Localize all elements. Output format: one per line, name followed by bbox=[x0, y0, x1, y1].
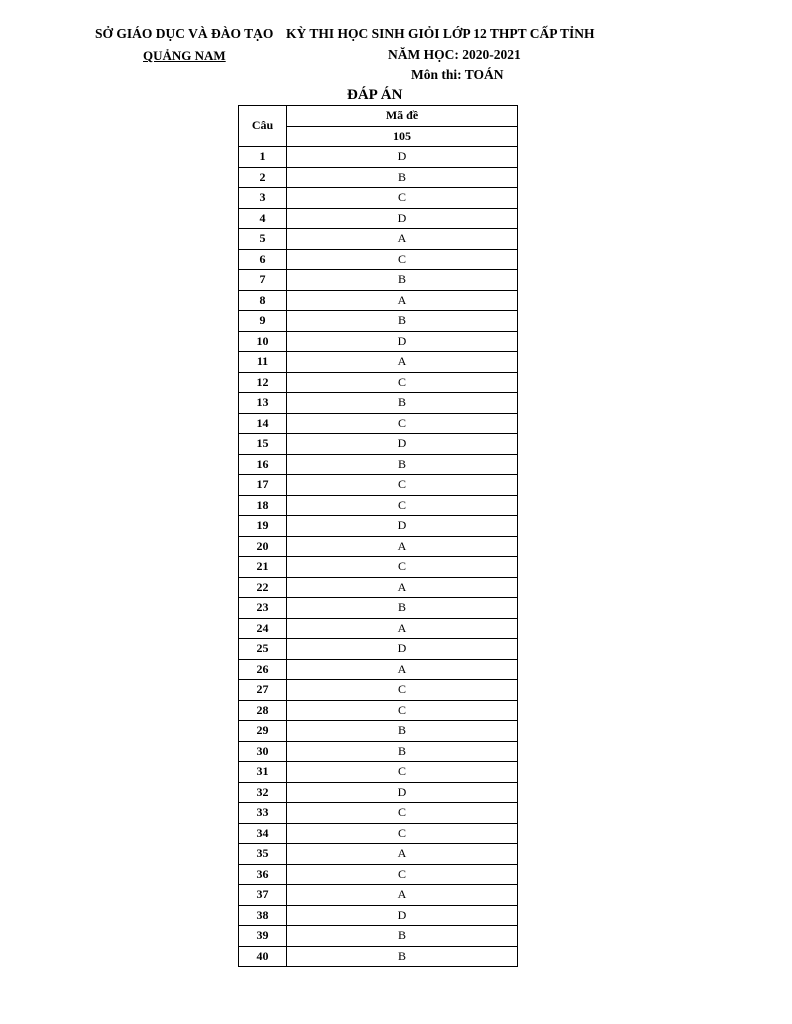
question-number: 5 bbox=[239, 229, 287, 250]
table-row bbox=[239, 475, 518, 496]
answer-letter: D bbox=[287, 516, 518, 537]
answer-letter: B bbox=[287, 167, 518, 188]
table-row bbox=[239, 803, 518, 824]
answer-letter: A bbox=[287, 290, 518, 311]
question-number: 4 bbox=[239, 208, 287, 229]
question-number: 37 bbox=[239, 885, 287, 906]
question-number: 32 bbox=[239, 782, 287, 803]
question-number: 9 bbox=[239, 311, 287, 332]
table-row bbox=[239, 598, 518, 619]
answer-letter: D bbox=[287, 147, 518, 168]
table-row bbox=[239, 823, 518, 844]
question-number: 29 bbox=[239, 721, 287, 742]
answer-letter: C bbox=[287, 680, 518, 701]
answer-letter: A bbox=[287, 885, 518, 906]
question-number: 38 bbox=[239, 905, 287, 926]
answer-letter: A bbox=[287, 536, 518, 557]
exam-code-value: 105 bbox=[287, 126, 518, 147]
answer-letter: C bbox=[287, 762, 518, 783]
table-row bbox=[239, 577, 518, 598]
answer-letter: B bbox=[287, 270, 518, 291]
answer-letter: C bbox=[287, 864, 518, 885]
table-row bbox=[239, 659, 518, 680]
table-row bbox=[239, 864, 518, 885]
answer-letter: A bbox=[287, 352, 518, 373]
question-number: 22 bbox=[239, 577, 287, 598]
answer-letter: A bbox=[287, 229, 518, 250]
question-number: 16 bbox=[239, 454, 287, 475]
question-number: 7 bbox=[239, 270, 287, 291]
table-row bbox=[239, 536, 518, 557]
table-row bbox=[239, 434, 518, 455]
exam-subject: Môn thi: TOÁN bbox=[411, 67, 504, 82]
answer-key-table bbox=[238, 105, 518, 967]
question-number: 6 bbox=[239, 249, 287, 270]
table-row bbox=[239, 188, 518, 209]
question-number: 18 bbox=[239, 495, 287, 516]
answer-letter: B bbox=[287, 454, 518, 475]
table-row bbox=[239, 229, 518, 250]
table-header-row bbox=[239, 106, 518, 127]
question-number: 15 bbox=[239, 434, 287, 455]
question-number: 30 bbox=[239, 741, 287, 762]
answer-letter: A bbox=[287, 577, 518, 598]
question-number: 1 bbox=[239, 147, 287, 168]
table-row bbox=[239, 516, 518, 537]
table-row bbox=[239, 352, 518, 373]
question-number: 8 bbox=[239, 290, 287, 311]
answer-letter: B bbox=[287, 926, 518, 947]
question-number: 21 bbox=[239, 557, 287, 578]
answer-letter: B bbox=[287, 598, 518, 619]
question-number: 17 bbox=[239, 475, 287, 496]
answer-letter: D bbox=[287, 905, 518, 926]
question-number: 28 bbox=[239, 700, 287, 721]
table-row bbox=[239, 557, 518, 578]
province: QUẢNG NAM bbox=[143, 48, 226, 63]
question-number: 20 bbox=[239, 536, 287, 557]
question-column-header: Câu bbox=[239, 106, 287, 147]
table-row bbox=[239, 167, 518, 188]
table-row bbox=[239, 844, 518, 865]
question-number: 40 bbox=[239, 946, 287, 967]
exam-name: KỲ THI HỌC SINH GIỎI LỚP 12 THPT CẤP TỈNH bbox=[286, 26, 595, 41]
question-number: 19 bbox=[239, 516, 287, 537]
answer-letter: C bbox=[287, 475, 518, 496]
question-number: 2 bbox=[239, 167, 287, 188]
answer-letter: C bbox=[287, 413, 518, 434]
table-row bbox=[239, 413, 518, 434]
question-number: 31 bbox=[239, 762, 287, 783]
school-year: NĂM HỌC: 2020-2021 bbox=[388, 47, 521, 62]
question-number: 34 bbox=[239, 823, 287, 844]
answer-letter: C bbox=[287, 557, 518, 578]
table-row bbox=[239, 680, 518, 701]
answer-letter: B bbox=[287, 311, 518, 332]
table-row bbox=[239, 372, 518, 393]
table-row bbox=[239, 147, 518, 168]
answer-letter: C bbox=[287, 495, 518, 516]
question-number: 13 bbox=[239, 393, 287, 414]
table-row bbox=[239, 331, 518, 352]
table-row bbox=[239, 393, 518, 414]
question-number: 3 bbox=[239, 188, 287, 209]
answer-letter: C bbox=[287, 188, 518, 209]
question-number: 35 bbox=[239, 844, 287, 865]
answer-letter: D bbox=[287, 208, 518, 229]
answer-letter: D bbox=[287, 639, 518, 660]
answer-letter: C bbox=[287, 372, 518, 393]
table-row bbox=[239, 905, 518, 926]
answer-letter: D bbox=[287, 434, 518, 455]
answer-letter: D bbox=[287, 331, 518, 352]
table-row bbox=[239, 270, 518, 291]
issuing-department: SỞ GIÁO DỤC VÀ ĐÀO TẠO bbox=[95, 26, 274, 41]
table-row bbox=[239, 721, 518, 742]
table-row bbox=[239, 495, 518, 516]
answer-letter: A bbox=[287, 659, 518, 680]
table-row bbox=[239, 311, 518, 332]
table-row bbox=[239, 885, 518, 906]
table-row bbox=[239, 946, 518, 967]
answer-letter: B bbox=[287, 393, 518, 414]
question-number: 10 bbox=[239, 331, 287, 352]
question-number: 39 bbox=[239, 926, 287, 947]
question-number: 26 bbox=[239, 659, 287, 680]
question-number: 12 bbox=[239, 372, 287, 393]
answer-letter: C bbox=[287, 803, 518, 824]
answer-table-body bbox=[239, 106, 518, 967]
question-number: 14 bbox=[239, 413, 287, 434]
answer-letter: C bbox=[287, 823, 518, 844]
table-row bbox=[239, 249, 518, 270]
table-row bbox=[239, 741, 518, 762]
question-number: 11 bbox=[239, 352, 287, 373]
table-row bbox=[239, 290, 518, 311]
table-row bbox=[239, 762, 518, 783]
answer-letter: D bbox=[287, 782, 518, 803]
table-row bbox=[239, 454, 518, 475]
answer-letter: B bbox=[287, 946, 518, 967]
question-number: 23 bbox=[239, 598, 287, 619]
document-title: ĐÁP ÁN bbox=[347, 87, 403, 103]
answer-letter: B bbox=[287, 741, 518, 762]
question-number: 27 bbox=[239, 680, 287, 701]
question-number: 33 bbox=[239, 803, 287, 824]
table-row bbox=[239, 700, 518, 721]
question-number: 36 bbox=[239, 864, 287, 885]
question-number: 24 bbox=[239, 618, 287, 639]
answer-letter: B bbox=[287, 721, 518, 742]
answer-letter: C bbox=[287, 249, 518, 270]
answer-letter: C bbox=[287, 700, 518, 721]
table-row bbox=[239, 208, 518, 229]
table-row bbox=[239, 782, 518, 803]
table-row bbox=[239, 618, 518, 639]
exam-code-header: Mã đề bbox=[287, 106, 518, 127]
answer-letter: A bbox=[287, 618, 518, 639]
answer-letter: A bbox=[287, 844, 518, 865]
question-number: 25 bbox=[239, 639, 287, 660]
table-row bbox=[239, 639, 518, 660]
table-row bbox=[239, 926, 518, 947]
